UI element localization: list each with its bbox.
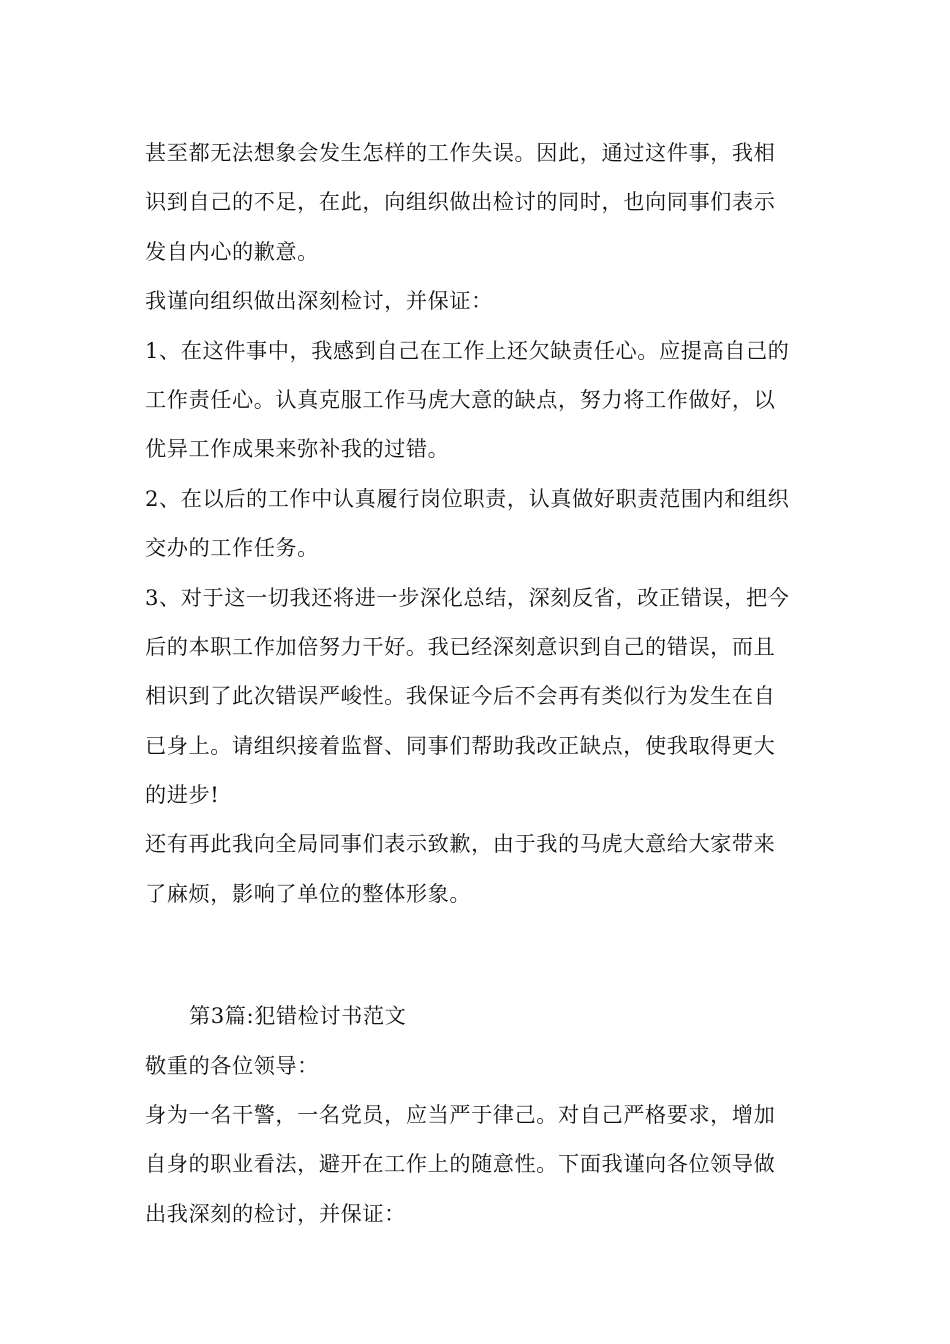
text-line: 身为一名干警，一名党员，应当严于律己。对自己严格要求，增加 xyxy=(145,1102,776,1128)
text-line: 优异工作成果来弥补我的过错。 xyxy=(145,436,450,462)
text-line: 我谨向组织做出深刻检讨，并保证： xyxy=(145,288,493,314)
text-line: 后的本职工作加倍努力干好。我已经深刻意识到自己的错误，而且 xyxy=(145,633,776,659)
text-line: 交办的工作任务。 xyxy=(145,535,319,561)
section-heading: 第3篇:犯错检讨书范文 xyxy=(189,1003,407,1029)
text-line: 出我深刻的检讨，并保证： xyxy=(145,1200,406,1226)
text-line: 甚至都无法想象会发生怎样的工作失误。因此，通过这件事，我相 xyxy=(145,140,776,165)
text-line: 1、在这件事中，我感到自己在工作上还欠缺责任心。应提高自己的 xyxy=(145,337,790,363)
text-line: 自身的职业看法，避开在工作上的随意性。下面我谨向各位领导做 xyxy=(145,1151,776,1177)
text-line: 的进步! xyxy=(145,782,220,808)
text-line: 还有再此我向全局同事们表示致歉，由于我的马虎大意给大家带来 xyxy=(145,831,776,857)
text-line: 识到自己的不足，在此，向组织做出检讨的同时，也向同事们表示 xyxy=(145,189,776,215)
text-line: 3、对于这一切我还将进一步深化总结，深刻反省，改正错误，把今 xyxy=(145,584,790,610)
text-line: 发自内心的歉意。 xyxy=(145,238,319,264)
text-line: 已身上。请组织接着监督、同事们帮助我改正缺点，使我取得更大 xyxy=(145,732,776,758)
document-body xyxy=(145,128,810,1238)
text-line: 了麻烦，影响了单位的整体形象。 xyxy=(145,880,472,906)
text-line: 工作责任心。认真克服工作马虎大意的缺点，努力将工作做好，以 xyxy=(145,386,776,412)
section-spacer xyxy=(145,918,810,991)
text-line: 2、在以后的工作中认真履行岗位职责，认真做好职责范围内和组织 xyxy=(145,485,790,511)
text-line: 相识到了此次错误严峻性。我保证今后不会再有类似行为发生在自 xyxy=(145,683,776,709)
salutation-line: 敬重的各位领导： xyxy=(145,1052,319,1078)
